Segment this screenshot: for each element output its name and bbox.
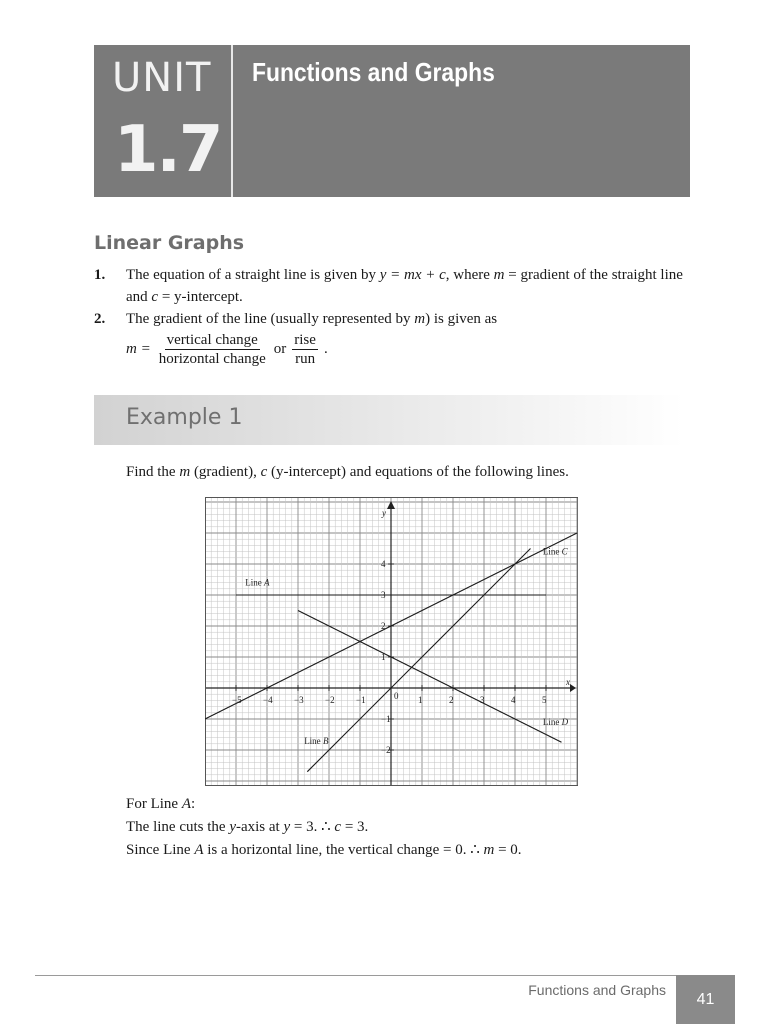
points-list xyxy=(94,264,694,330)
fraction xyxy=(292,331,318,368)
x-tick-label: 5 xyxy=(542,695,547,705)
x-tick-label: −1 xyxy=(356,695,366,705)
y-tick-label: 4 xyxy=(381,559,386,569)
denominator: horizontal change xyxy=(158,351,266,367)
x-tick-label: 0 xyxy=(394,691,399,701)
item-text: The equation of a straight line is given by xyxy=(126,267,380,283)
symbol-m: m xyxy=(414,311,426,327)
equation: y = mx + c xyxy=(379,267,446,283)
unit-number: 1.7 xyxy=(114,113,222,187)
header-divider xyxy=(231,45,233,197)
y-axis-label: y xyxy=(382,508,386,518)
text: m xyxy=(483,842,495,858)
gradient-formula xyxy=(126,331,328,368)
list-item xyxy=(94,308,694,330)
example-intro xyxy=(126,464,569,481)
item-text: The gradient of the line (usually represented by xyxy=(126,311,415,327)
unit-title: Functions and Graphs xyxy=(252,57,495,87)
list-item xyxy=(94,264,694,308)
line-a-label: Line A xyxy=(245,577,270,588)
section-heading: Linear Graphs xyxy=(94,232,245,254)
unit-header xyxy=(94,45,690,197)
text: : xyxy=(191,796,196,812)
item-number: 2. xyxy=(94,311,106,327)
symbol-c: c xyxy=(260,464,268,480)
y-tick-label: 2 xyxy=(381,621,386,631)
line-c-label: Line C xyxy=(542,546,568,557)
denominator: run xyxy=(295,351,316,367)
text: is a horizontal line, the vertical change = 0. ∴ xyxy=(203,842,484,858)
text: y xyxy=(283,819,291,835)
x-axis-label: x xyxy=(566,677,570,687)
item-text: = gradient of the straight line and xyxy=(126,267,683,305)
x-tick-label: −5 xyxy=(232,695,242,705)
formula-or: or xyxy=(273,341,287,357)
line-b-label: Line B xyxy=(304,735,329,746)
text: c xyxy=(334,819,342,835)
y-tick-label: 1 xyxy=(381,652,386,662)
solution-line xyxy=(126,816,522,839)
x-tick-label: −2 xyxy=(325,695,335,705)
text: = 3. ∴ xyxy=(290,819,335,835)
text: = 3. xyxy=(341,819,369,835)
y-tick-label: −2 xyxy=(381,745,391,755)
item-text: ) is given as xyxy=(425,311,498,327)
x-tick-label: 1 xyxy=(418,695,423,705)
fraction xyxy=(157,331,268,368)
text: Since Line xyxy=(126,842,195,858)
symbol-m: m xyxy=(179,464,191,480)
text: A xyxy=(181,796,191,812)
item-number: 1. xyxy=(94,267,106,283)
text: For Line xyxy=(126,796,182,812)
symbol-c: c xyxy=(151,289,159,305)
line-d-label: Line D xyxy=(542,717,569,728)
x-tick-label: 2 xyxy=(449,695,454,705)
text: -axis at xyxy=(235,819,284,835)
item-text: , where xyxy=(445,267,494,283)
intro-text: (gradient), xyxy=(190,464,261,480)
intro-text: Find the xyxy=(126,464,180,480)
text: A xyxy=(194,842,204,858)
x-tick-label: 4 xyxy=(511,695,516,705)
linear-graph xyxy=(205,497,578,786)
intro-text: (y-intercept) and equations of the following lines. xyxy=(267,464,569,480)
x-tick-label: −4 xyxy=(263,695,273,705)
item-text: = y-intercept. xyxy=(158,289,243,305)
numerator: vertical change xyxy=(166,332,258,348)
solution-line xyxy=(126,839,522,862)
x-tick-label: −3 xyxy=(294,695,304,705)
example-banner xyxy=(94,395,684,445)
y-tick-label: −1 xyxy=(381,714,391,724)
formula-end: . xyxy=(323,341,328,357)
page-number: 41 xyxy=(676,975,735,1024)
unit-label: UNIT xyxy=(112,55,212,101)
text: The line cuts the xyxy=(126,819,230,835)
solution-line xyxy=(126,793,522,816)
text: y xyxy=(229,819,236,835)
x-tick-label: 3 xyxy=(480,695,485,705)
numerator: rise xyxy=(294,332,316,348)
example-title: Example 1 xyxy=(126,405,243,430)
formula-lhs: m = xyxy=(126,341,151,357)
text: = 0. xyxy=(494,842,522,858)
footer-rule xyxy=(35,975,676,976)
line-a-solution xyxy=(126,793,522,862)
footer-title: Functions and Graphs xyxy=(528,982,666,998)
symbol-m: m xyxy=(493,267,505,283)
y-tick-label: 3 xyxy=(381,590,386,600)
